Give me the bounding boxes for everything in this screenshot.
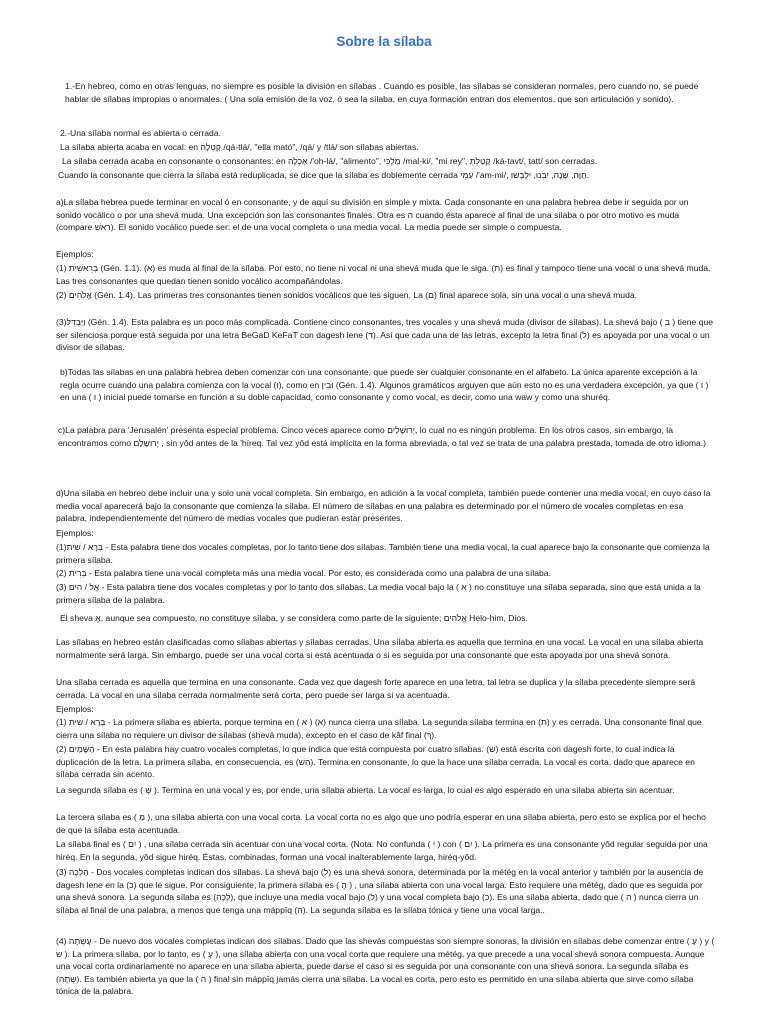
paragraph-11: b)Todas las sílabas en una palabra hebrea deben comenzar con una consonante, que puede ser cualquier consonante en el alfabeto. La única aparente excepción a la regla ocurre cuando una palabra comienza con la vocal (וּ), como en וּבֵין (Gén. 1.4). Algunos gramáticos arguyen que aún esto no es una verdadera excepción, ya que ( ו ) en una ( וּ ) inicial puede tomarse en función a su doble capacidad, como consonante y como vocal, es decir, como una waw y como una shuréq. bbox=[60, 367, 709, 403]
paragraph-22: (1) בָּרָא / שִׁית - La primera sílaba es abierta, porque termina en ( א ) (א) nunca cierra una sílaba. La segunda sílaba termina en (ת) y es cerrada. Una consonante final que cierra una sílaba no requiere un divisor de sílabas (shevá muda), excepto en el caso de kâf final (ךְ). bbox=[56, 717, 702, 740]
paragraph-14: Ejemplos: bbox=[56, 528, 94, 538]
paragraph-9: (2) אֱלֹהִים (Gén. 1.4). Las primeras tres consonantes tienen sonidos vocálicos que les siguen. La (ם) final aparece sola, sin una vocal o una shevá muda. bbox=[56, 290, 638, 300]
paragraph-17: (3) אֱל / הִים - Esta palabra tiene dos vocales completas y por lo tanto dos sílabas. La media vocal bajo la ( א ) no constituye una sílaba separada, sino que está unida a la primera sílaba de la palabra. bbox=[56, 582, 701, 605]
paragraph-24: La segunda sílaba es ( שָׁ ). Termina en una vocal y es, por ende, una sílaba abierta. La vocal es larga, lo cual es algo esperado en una sílaba abierta sin acentuar. bbox=[56, 785, 675, 795]
paragraph-13: d)Una sílaba en hebreo debe incluir una y solo una vocal completa. Sin embargo, en adición a la vocal completa, también puede contener una media vocal, en cuyo caso la media vocal aparecerá bajo la consonante que comienza la sílaba. El número de sílabas en una palabra es determinado por el número de vocales completas en esa palabra, independientemente del número de medias vocales que pudieran estar presentes. bbox=[56, 488, 711, 524]
paragraph-16: (2) בְּרִית - Esta palabra tiene una vocal completa más una media vocal. Por esto, es considerada como una palabra de una sílaba. bbox=[56, 568, 551, 578]
paragraph-10: (3)וַיַּבְדֵּל (Gén. 1.4). Esta palabra es un poco más complicada. Contiene cinco consonantes, tres vocales y una shevá muda (divisor de sílabas). La shevá bajo ( ב ) tiene que ser silenciosa porque está seguida por una letra BeGaD KeFaT con dagesh lene (ד). Así que cada una de las letras, excepto la letra final (ל) es apoyada por una vocal o un divisor de sílabas. bbox=[56, 317, 714, 353]
paragraph-20: Una sílaba cerrada es aquella que termina en una consonante. Cada vez que dagesh forte aparece en una letra, tal letra se duplica y la sílaba precedente siempre será cerrada. La vocal en una sílaba cerrada normalmente será corta, pero puede ser larga si va acentuada. bbox=[56, 677, 696, 700]
paragraph-19: Las sílabas en hebreo están clasificadas como sílabas abiertas y sílabas cerradas. Una sílaba abierta es aquella que termina en una vocal. La vocal en una sílaba abierta normalmente será larga. Sin embargo, puede ser una vocal corta si está acentuada o si es seguida por una consonante que esta apoyada por una shevá sonora. bbox=[56, 637, 704, 660]
paragraph-6: a)La sílaba hebrea puede terminar en vocal ó en consonante, y de aquí su división en simple y mixta. Cada consonante en una palabra hebrea debe ir seguida por un sonido vocálico o por una shevá muda. Una excepción son las consonantes finales. Otra es ה cuando ésta aparece al final de una sílaba o por otro motivo es muda (compare ראשׁ). El sonido vocálico puede ser: el de una vocal completa o una media vocal. La media puede ser simple o compuesta. bbox=[56, 197, 689, 233]
paragraph-28: (4) עָשְׂתָה - De nuevo dos vocales completas indican dos sílabas. Dado que las shevás compuestas son siempre sonoras, la división en sílabas debe comenzar entre ( עָ ) y ( שׂ ). La primera sílaba, por lo tanto, es ( עָ ), una sílaba abierta con una vocal corta que requiere una métég, ya que precede a una vocal shevá sonora compuesta. Aunque una vocal corta ordinariamente no aparece en una sílaba abierta, puede darse el caso si es seguida por una consonante con una shevá sonora. La segunda sílaba es (שְׂתָה). Es también abierta ya que la ( ה ) final sin máppîq jamás cierra una sílaba. La vocal es corta, pero esto es permitido en una sílaba abierta que sirve como sílaba tónica de la palabra. bbox=[56, 936, 715, 997]
paragraph-1: 1.-En hebreo, como en otras lenguas, no siempre es posible la división en sílabas . Cuando es posible, las sílabas se consideran normales, pero cuando no, se puede hablar de sílabas impropias o anormales. ( Una sola emisión de la voz, ó sea la sílaba, en cuya formación entran dos elementos, que son articulación y sonido). bbox=[65, 81, 699, 104]
paragraph-23: (2) הַשָּׁמַיִם - En esta palabra hay cuatro vocales completas, lo que indica que está compuesta por cuatro sílabas. (שׁ) está escrita con dagesh forte, lo cual indica la duplicación de la letra. La primera sílaba, en consecuencia, es (הַשׁ). Termina en consonante, lo que la hace una sílaba cerrada. La vocal es corta, dado que aparece en sílaba cerrada sin acento. bbox=[56, 744, 695, 780]
paragraph-26: La sílaba final es ( יִם ) , una sílaba cerrada sin acentuar con una vocal corta. (Nota: No confunda ( יִ ) con ( יִם ). La primera es una consonante yôd regular seguida por una hiréq. En la segunda, yôd sigue hiréq. Éstas, combinadas, forman una vocal inalterablemente larga, hiréq-yôd. bbox=[56, 839, 708, 862]
paragraph-15: (1)בְּרָא / שִׁית - Esta palabra tiene dos vocales completas, por lo tanto tiene dos sílabas. También tiene una media vocal, la cual aparece bajo la consonante que comienza la primera sílaba. bbox=[56, 542, 710, 565]
paragraph-21: Ejemplos: bbox=[56, 704, 94, 714]
paragraph-27: (3) הָלְכָה - Dos vocales completas indican dos sílabas. La shevá bajo (ל) es una shevá sonora, determinada por la métég en la vocal anterior y también por la ausencia de dagesh lene en la (כ) que le sigue. Por consiguiente, la primera sílaba es ( הָ ) , una sílaba abierta con una vocal larga. Esto requiere una métég, dado que es seguida por una shevá sonora. La segunda sílaba es (לְכָה), que incluye una media vocal bajo (ל) y una vocal completa bajo (כ). Es una sílaba abierta, dado que ( ה ) nunca cierra un sílaba al final de una palabra, a menos que tenga una máppîq (הּ). La segunda sílaba es la sílaba tónica y tiene una vocal larga.. bbox=[56, 867, 704, 915]
paragraph-12: c)La palabra para 'Jerusalén' presenta especial problema. Cinco veces aparece como יְרוּשָׁלַיִם, lo cual no es ningún problema. En los otros casos, sin embargo, la encontramos como יְרוּשָׁלַם , sin yôd antes de la 'híreq. Tal vez yôd está implícita en la forma abreviada, o tal vez se trata de una palabra prestada, tomada de otro idioma.) bbox=[58, 425, 707, 448]
page-title: Sobre la sílaba bbox=[336, 34, 432, 49]
paragraph-4: La sílaba cerrada acaba en consonante o consonantes: en אָכְלָה /'oh-lá/, "alimento", מַלְכִּי /mal-ki/, "mi rey", קָטַלְתְּ /ká-tavt/, taṭt/ son cerradas. bbox=[62, 156, 598, 166]
paragraph-5: Cuando la consonante que cierra la sílaba está reduplicada, se dice que la sílaba es doblemente cerrada עַמִּי /'am-mi/, חַוָּה, שָׁנָה, יִבְּנוּ, יִלְבְּשׁוּ. bbox=[58, 170, 590, 180]
paragraph-8: (1) בְּרֵאשִׁית (Gén. 1.1). (א) es muda al final de la sílaba. Por esto, no tiene ni vocal ni una shevá muda que le siga. (ת) es final y tampoco tiene una vocal o una shevá muda. Las tres consonantes que quedan tienen sonido vocálico acompañándolas. bbox=[56, 263, 711, 286]
paragraph-3: La sílaba abierta acaba en vocal: en קָטְלָה /qá-tlá/, "ella mató", /qá/ y /tlá/ son sílabas abiertas. bbox=[60, 142, 419, 152]
paragraph-18: El sheva אֱ, aunque sea compuesto, no constituye sílaba, y se considera como parte de la siguiente; אֱלֹהִים Helo-him, Dios. bbox=[60, 613, 528, 623]
paragraph-7: Ejemplos: bbox=[56, 249, 94, 259]
paragraph-25: La tercera sílaba es ( מַ ), una sílaba abierta con una vocal corta. La vocal corta no es algo que uno podría esperar en una sílaba abierta, pero esto se explica por el hecho de que la sílaba esta acentuada. bbox=[56, 812, 706, 835]
paragraph-2: 2.-Una sílaba normal es abierta o cerrada. bbox=[60, 128, 221, 138]
